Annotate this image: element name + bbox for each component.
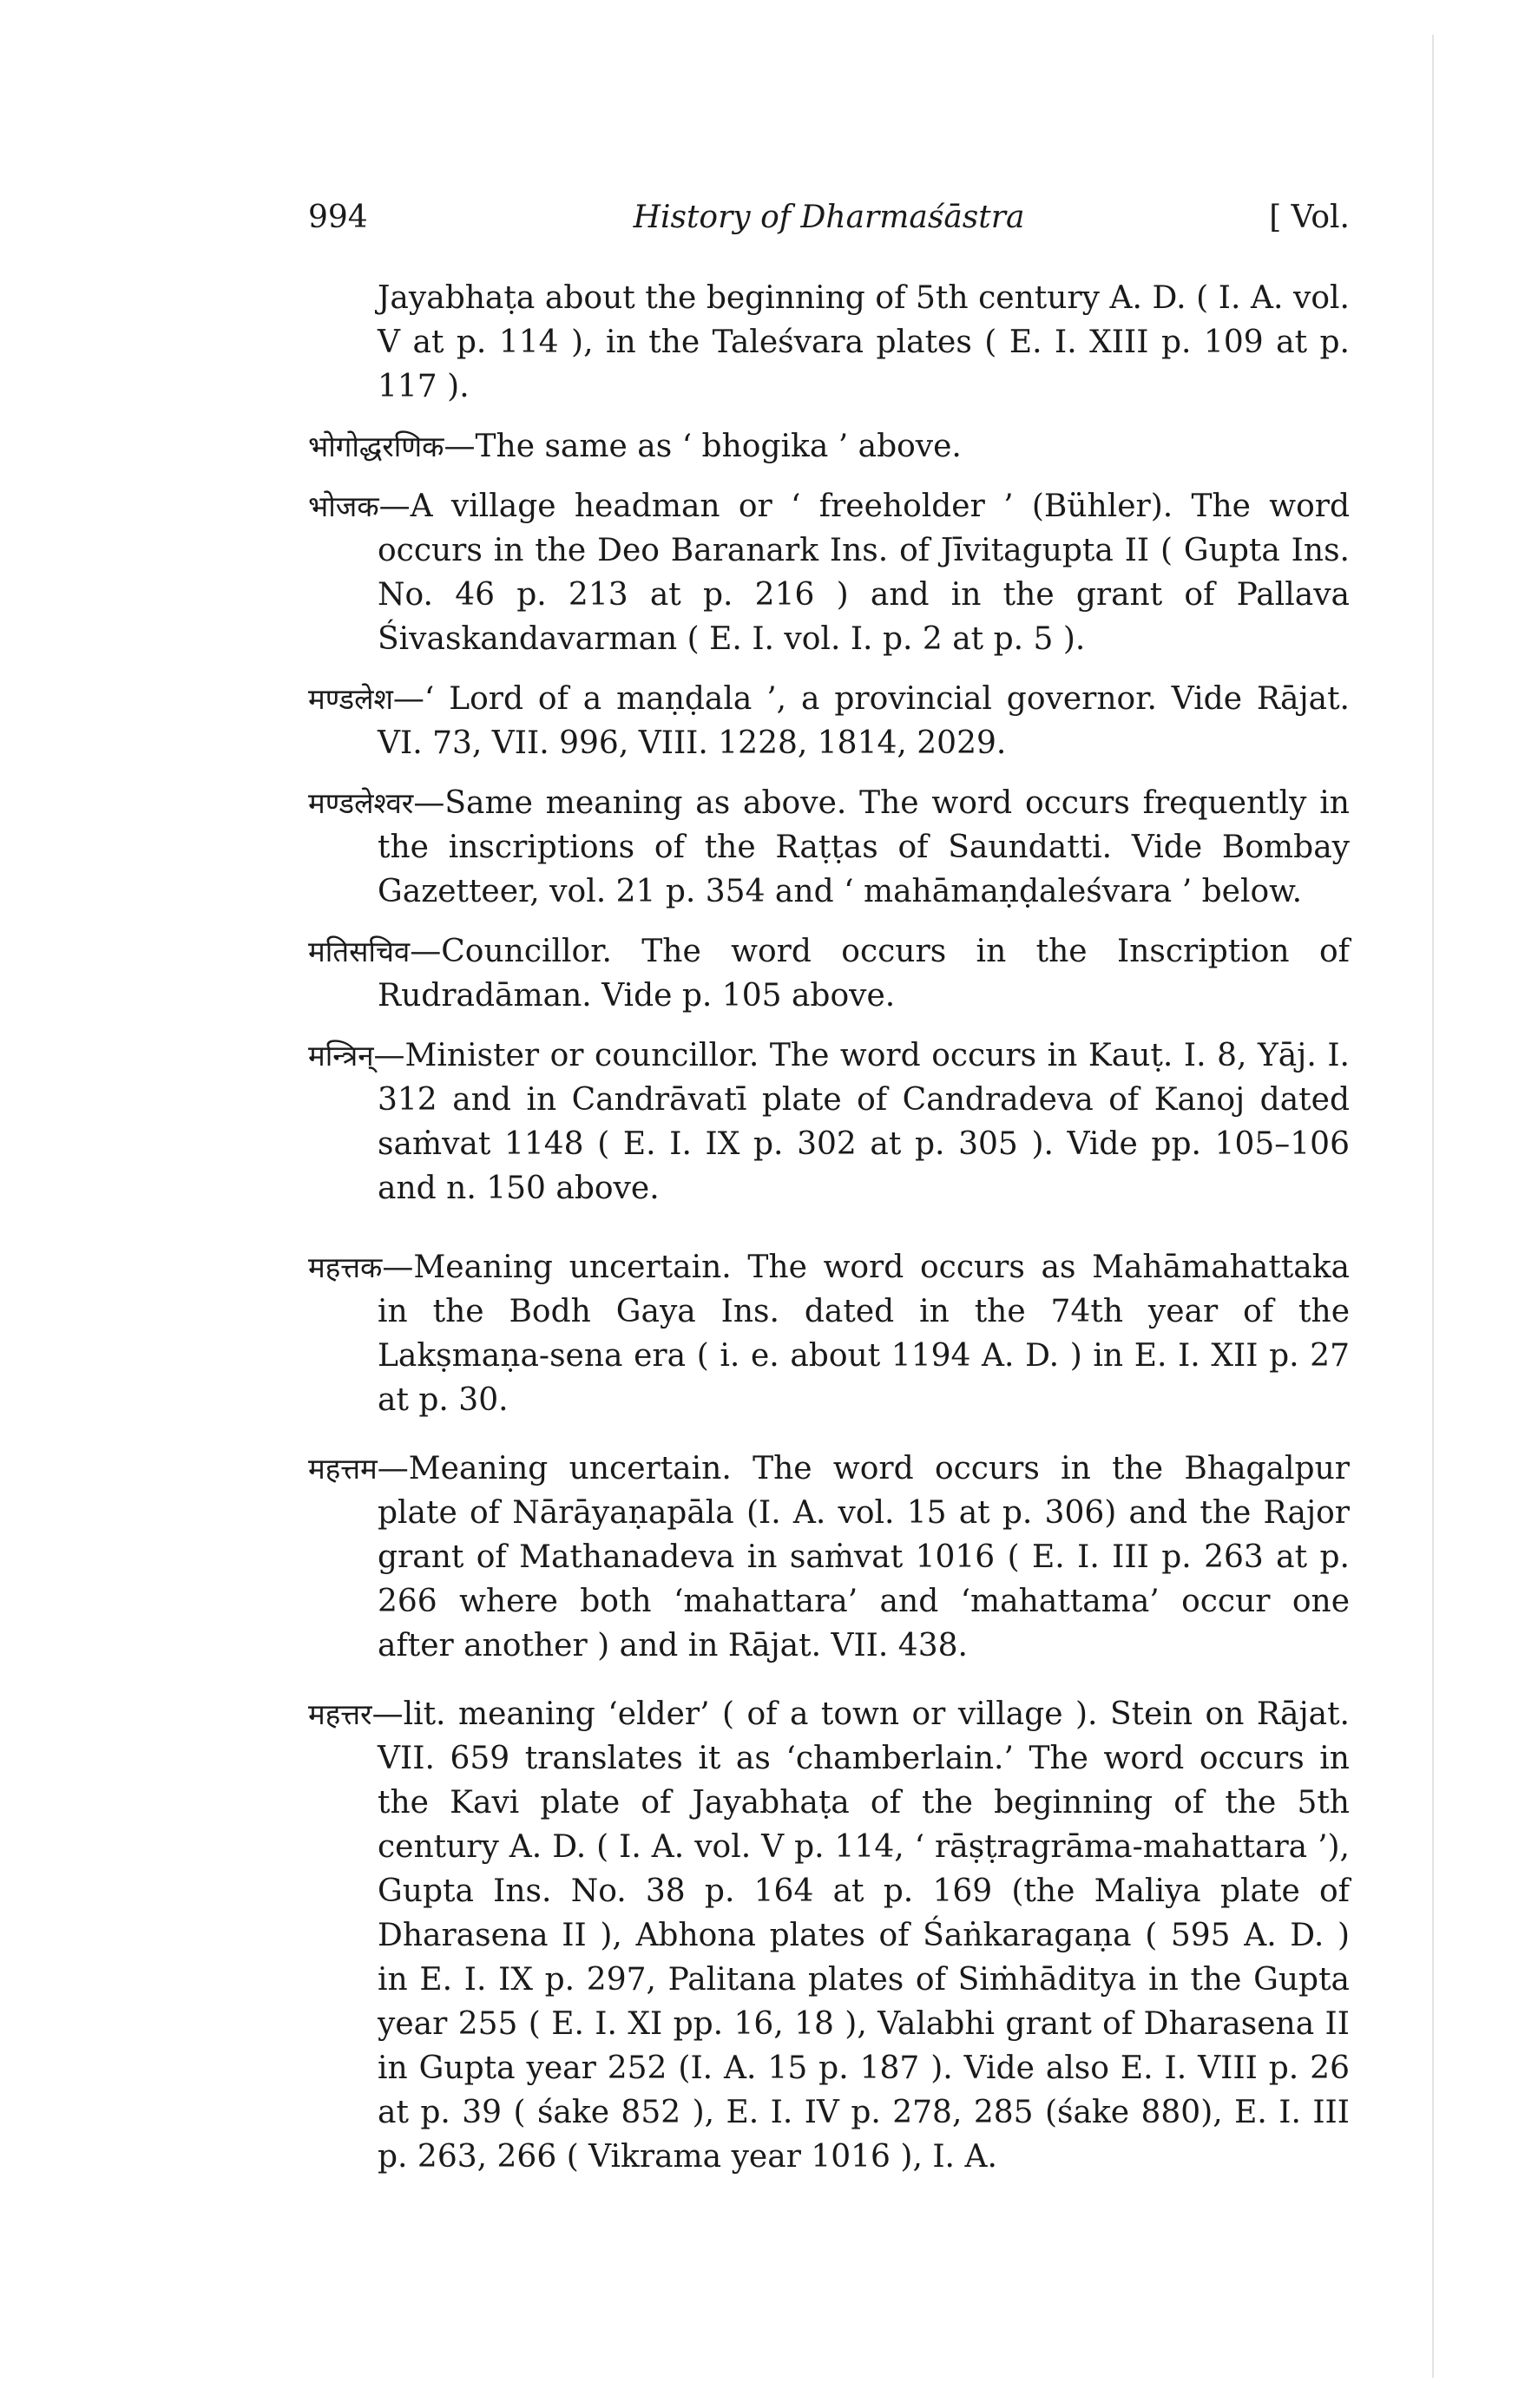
entry-headword: मण्डलेश: [308, 682, 393, 716]
entry-text: —Councillor. The word occurs in the Inscription of Rudradāman. Vide p. 105 above.: [378, 934, 1350, 1014]
entry-text: —A village headman or ‘ freeholder ’ (Bühler). The word occurs in the Deo Baranark Ins. of Jīvitagupta II ( Gupta Ins. No. 46 p. 213 at p. 216 ) and in the grant of Pallava Śivaskandavarman ( E. I. vol. I. p. 2 at p. 5 ).: [378, 489, 1350, 657]
page-number: 994: [308, 200, 368, 235]
glossary-entry: [308, 1692, 1350, 2179]
glossary-entry: [308, 781, 1350, 914]
glossary-entry: [308, 929, 1350, 1018]
entry-headword: मन्त्रिन्: [308, 1039, 374, 1073]
glossary-entry: [308, 677, 1350, 765]
glossary-entry: [308, 1447, 1350, 1668]
glossary-entry: [308, 484, 1350, 661]
entry-text: —lit. meaning ‘elder’ ( of a town or village ). Stein on Rājat. VII. 659 translates it as ‘chamberlain.’ The word occurs in the Kavi plate of Jayabhaṭa of the beginning of the 5th century A. D. ( I. A. vol. V p. 114, ‘ rāṣṭragrāma-mahattara ’), Gupta Ins. No. 38 p. 164 at p. 169 (the Maliya plate of Dharasena II ), Abhona plates of Śaṅkaragaṇa ( 595 A. D. ) in E. I. IX p. 297, Palitana plates of Siṁhāditya in the Gupta year 255 ( E. I. XI pp. 16, 18 ), Valabhi grant of Dharasena II in Gupta year 252 (I. A. 15 p. 187 ). Vide also E. I. VIII p. 26 at p. 39 ( śake 852 ), E. I. IV p. 278, 285 (śake 880), E. I. III p. 263, 266 ( Vikrama year 1016 ), I. A.: [371, 1696, 1350, 2175]
glossary-entry: [308, 1033, 1350, 1211]
entry-headword: भोगोद्धरणिक: [308, 430, 444, 463]
entry-text: —Minister or councillor. The word occurs in Kauṭ. I. 8, Yāj. I. 312 and in Candrāvatī plate of Candradeva of Kanoj dated saṁvat 1148 ( E. I. IX p. 302 at p. 305 ). Vide pp. 105–106 and n. 150 above.: [373, 1038, 1350, 1206]
entry-text: —The same as ‘ bhogika ’ above.: [444, 429, 962, 464]
running-header: [308, 200, 1350, 252]
entry-headword: मतिसचिव: [308, 935, 411, 968]
entry-text: —Meaning uncertain. The word occurs as Mahāmahattaka in the Bodh Gaya Ins. dated in the 74th year of the Lakṣmaṇa-sena era ( i. e. about 1194 A. D. ) in E. I. XII p. 27 at p. 30.: [378, 1250, 1350, 1418]
page-body: [308, 276, 1350, 2179]
volume-marker: [ Vol.: [1269, 200, 1350, 235]
entry-headword: भोजक: [308, 489, 379, 523]
entry-text: —‘ Lord of a maṇḍala ’, a provincial governor. Vide Rājat. VI. 73, VII. 996, VIII. 1228, 1814, 2029.: [378, 681, 1350, 761]
entry-headword: महत्तम: [308, 1452, 378, 1486]
entry-text: —Same meaning as above. The word occurs frequently in the inscriptions of the Raṭṭas of Saundatti. Vide Bombay Gazetteer, vol. 21 p. 354 and ‘ mahāmaṇḍaleśvara ’ below.: [378, 785, 1350, 909]
running-title: History of Dharmaśāstra: [633, 200, 1025, 235]
glossary-entry: [308, 1245, 1350, 1422]
entry-text: —Meaning uncertain. The word occurs in the Bhagalpur plate of Nārāyaṇapāla (I. A. vol. 15 at p. 306) and the Rajor grant of Mathanadeva in saṁvat 1016 ( E. I. III p. 263 at p. 266 where both ‘mahattara’ and ‘mahattama’ occur one after another ) and in Rājat. VII. 438.: [377, 1451, 1350, 1663]
entry-headword: महत्तर: [308, 1697, 372, 1731]
entry-headword: मण्डलेश्वर: [308, 786, 414, 820]
continuation-paragraph: Jayabhaṭa about the beginning of 5th century A. D. ( I. A. vol. V at p. 114 ), in the Taleśvara plates ( E. I. XIII p. 109 at p. 117 ).: [378, 280, 1350, 404]
entry-headword: महत्तक: [308, 1250, 383, 1284]
scan-edge-line: [1432, 35, 1434, 2378]
glossary-entry: [308, 424, 1350, 469]
